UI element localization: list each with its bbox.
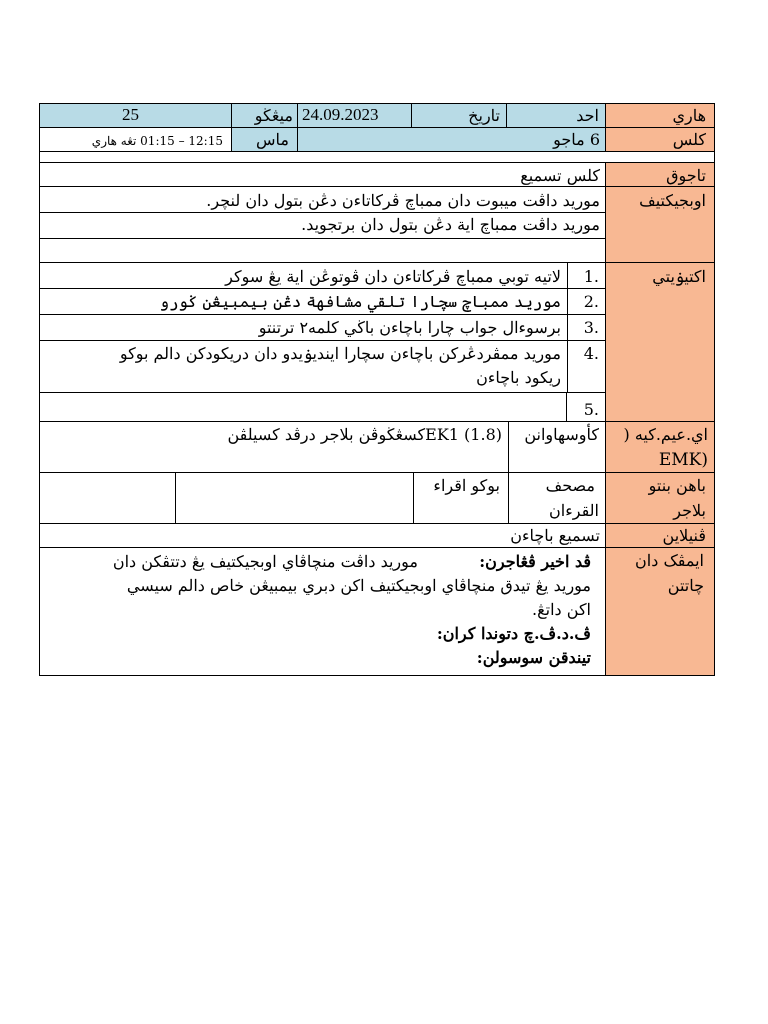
objective-line-1: موريد داڤت ميبوت دان ممباچ ڤركاتاءن دڠن بتول دان لنچر. (206, 191, 600, 210)
activity-5-number: 5. (583, 400, 599, 419)
materials-label-cell (605, 472, 715, 524)
reflection-pdpc: ڤ.د.ڤ.چ دتوندا كران: (436, 624, 591, 643)
materials-item-4-cell (39, 472, 176, 524)
week-value-cell (39, 103, 232, 128)
activity-1-text: لاتيه توبي ممباچ ڤركاتاءن دان ڤوتوڠن اية يڠ سوكر (225, 267, 561, 286)
topic-value-cell (39, 162, 606, 187)
activities-row (39, 262, 715, 422)
activities-label-cell (605, 262, 715, 422)
assessment-row (39, 523, 715, 548)
materials-item-1-cell (508, 472, 606, 524)
objective-line-2-cell (39, 212, 606, 239)
objective-line-2: موريد داڤت ممباچ اية دڠن بتول دان برتجويد. (301, 215, 600, 234)
topic-label: تاجوق (666, 166, 706, 185)
materials-item-2: بوكو اقراء (433, 476, 500, 495)
week-value: 25 (122, 105, 139, 124)
activity-1-number: 1. (583, 267, 599, 286)
activity-2 (39, 288, 606, 315)
assessment-value-cell (39, 523, 606, 548)
week-label-cell (231, 103, 298, 128)
reflection-value-cell (39, 547, 606, 676)
activity-4-text-line2: ريكود باچاءن (476, 368, 561, 387)
time-value: 12:15 – 01:15 تڠه هاري (91, 134, 223, 148)
materials-row (39, 472, 715, 524)
reflection-line-1: موريد داڤت منچاڤاي اوبجيكتيف يڠ دتتڤكن دان (112, 552, 418, 571)
date-value-cell (297, 103, 412, 128)
reflection-label-cell (605, 547, 715, 676)
week-label: ميڠڬو (254, 106, 293, 125)
day-value-cell (506, 103, 606, 128)
materials-item-2-cell (413, 472, 509, 524)
time-label-cell (231, 127, 298, 152)
emk-sub-label: كأوسهاوانن (524, 425, 599, 444)
activity-2-text: موريد ممباچ سچارا تلقي مشافهة دڠن بيمبيڠن ݢورو (159, 292, 561, 311)
date-label: تاريخ (468, 106, 500, 125)
activity-3 (39, 314, 606, 341)
materials-item-1-line2: القرءان (549, 501, 599, 520)
emk-row (39, 421, 715, 473)
activity-3-number: 3. (583, 318, 599, 337)
emk-label-cell (605, 421, 715, 473)
class-value: 6 ماجو (553, 130, 600, 149)
reflection-row (39, 547, 715, 676)
assessment-label: ڤنيلاين (662, 526, 706, 545)
objective-line-1-cell (39, 186, 606, 213)
day-label-cell (605, 103, 715, 128)
reflection-heading: ڤد اخير ڤڠاجرن: (479, 552, 591, 571)
time-value-cell (39, 127, 232, 152)
objectives-row (39, 186, 715, 263)
objective-line-3-cell (39, 238, 606, 263)
reflection-followup: تيندقن سوسولن: (476, 648, 591, 667)
emk-label-line2: EMK) (658, 450, 708, 470)
class-label-cell (605, 127, 715, 152)
topic-value: كلس تسميع (520, 166, 600, 185)
reflection-line-3: اكن داتڠ. (532, 600, 591, 619)
topic-row (39, 162, 715, 187)
activity-number-divider (567, 262, 568, 393)
assessment-value: تسميع باچاءن (510, 526, 600, 545)
date-label-cell (411, 103, 507, 128)
emk-label-line1: اي.عيم.كيه ( (623, 425, 708, 444)
time-label: ماس (256, 130, 289, 149)
class-label: كلس (672, 130, 706, 149)
reflection-label-line2: چاتتن (667, 576, 704, 595)
header-row-class (39, 127, 715, 152)
header-row-day (39, 103, 715, 128)
activity-3-text: برسوءال جواب چارا باچاءن باڬي كلمه٢ ترتنتو (258, 318, 561, 337)
activity-4 (39, 340, 606, 393)
objectives-label: اوبجيكتيف (639, 191, 706, 210)
emk-value: (1.8) EK1كسڠڬوڤن بلاجر درڤد كسيلڤن (227, 425, 502, 444)
day-value: احد (576, 106, 599, 125)
activity-5 (39, 392, 606, 422)
materials-label-line1: باهن بنتو (648, 476, 706, 495)
lesson-plan-table (39, 103, 715, 676)
materials-label-line2: بلاجر (673, 501, 706, 520)
day-label: هاري (672, 106, 706, 125)
materials-item-3-cell (175, 472, 414, 524)
activity-5-number-divider (566, 393, 567, 421)
date-value: 24.09.2023 (302, 105, 379, 124)
activity-4-text: موريد ممڤردڠركن باچاءن سچارا اينديۏيدو دان دريكودكن دالم بوكو (119, 344, 561, 363)
activities-label: اكتيۏيتي (652, 267, 706, 286)
activity-4-number: 4. (583, 344, 599, 363)
reflection-label-line1: ايمڤک دان (635, 551, 704, 570)
reflection-line-2: موريد يڠ تيدق منچاڤاي اوبجيكتيف اكن دبري بيمبيڠن خاص دالم سيسي (126, 576, 591, 595)
emk-value-cell (39, 421, 509, 473)
emk-sub-label-cell (508, 421, 606, 473)
activity-2-number: 2. (583, 292, 599, 311)
class-value-cell (297, 127, 606, 152)
assessment-label-cell (605, 523, 715, 548)
activity-1 (39, 262, 606, 289)
objectives-label-cell (605, 186, 715, 263)
materials-item-1-line1: مصحف (545, 476, 595, 495)
topic-label-cell (605, 162, 715, 187)
